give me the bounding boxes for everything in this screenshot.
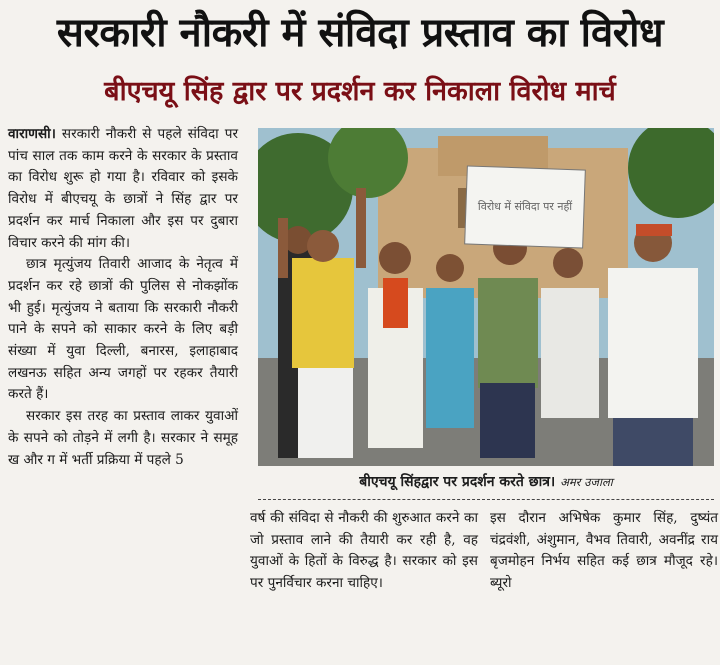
column-3-text: इस दौरान अभिषेक कुमार सिंह, दुष्यंत चंद्रवंशी, अंशुमान, वैभव तिवारी, अवनींद्र राय बृजमोहन निर्भय सहित कई छात्र मौजूद रहे। ब्यूरो <box>490 510 718 592</box>
paragraph-1-text: सरकारी नौकरी से पहले संविदा पर पांच साल तक काम करने के सरकार के प्रस्ताव का विरोध शुरू हो गया है। रविवार को इसके विरोध में बीएचयू के छात्रों ने सिंह द्वार पर प्रदर्शन कर मार्च निकाला और इस पर दुबारा विचार करने की मांग की। <box>8 126 238 251</box>
news-photo <box>258 128 714 466</box>
protest-photo-illustration <box>258 128 714 466</box>
placard-text: विरोध में संविदा पर नहीं <box>477 200 573 213</box>
paragraph-3: सरकार इस तरह का प्रस्ताव लाकर युवाओं के सपने को तोड़ने में लगी है। सरकार ने समूह ख और ग में भर्ती प्रक्रिया में पहले 5 <box>8 408 238 468</box>
column-2-text: वर्ष की संविदा से नौकरी की शुरुआत करने का जो प्रस्ताव लाने की तैयारी कर रही है, वह युवाओं के हितों के विरुद्ध है। सरकार को इस पर पुनर्विचार करना चाहिए। <box>250 510 478 592</box>
dateline: वाराणसी। <box>8 126 56 142</box>
article-column-3 <box>490 508 718 595</box>
paragraph-2: छात्र मृत्युंजय तिवारी आजाद के नेतृत्व में प्रदर्शन कर रहे छात्रों की पुलिस से नोकझोंक भी हुई। मृत्युंजय ने बताया कि सरकारी नौकरी पाने के सपने को साकार करने के लिए बड़ी संख्या में युवा दिल्ली, बनारस, इलाहाबाद लखनऊ सहित अन्य जगहों पर रहकर तैयारी करते हैं। <box>8 256 238 403</box>
column-divider-rule <box>258 499 714 500</box>
paragraph-1 <box>8 124 238 254</box>
subheadline: बीएचयू सिंह द्वार पर प्रदर्शन कर निकाला विरोध मार्च <box>104 76 616 107</box>
photo-credit: अमर उजाला <box>560 475 613 489</box>
photo-caption <box>258 470 714 494</box>
article-column-2 <box>250 508 478 595</box>
headline: सरकारी नौकरी में संविदा प्रस्ताव का विरोध <box>56 10 664 56</box>
caption-text: बीएचयू सिंहद्वार पर प्रदर्शन करते छात्र। <box>359 474 556 490</box>
article-column-1 <box>8 124 238 471</box>
